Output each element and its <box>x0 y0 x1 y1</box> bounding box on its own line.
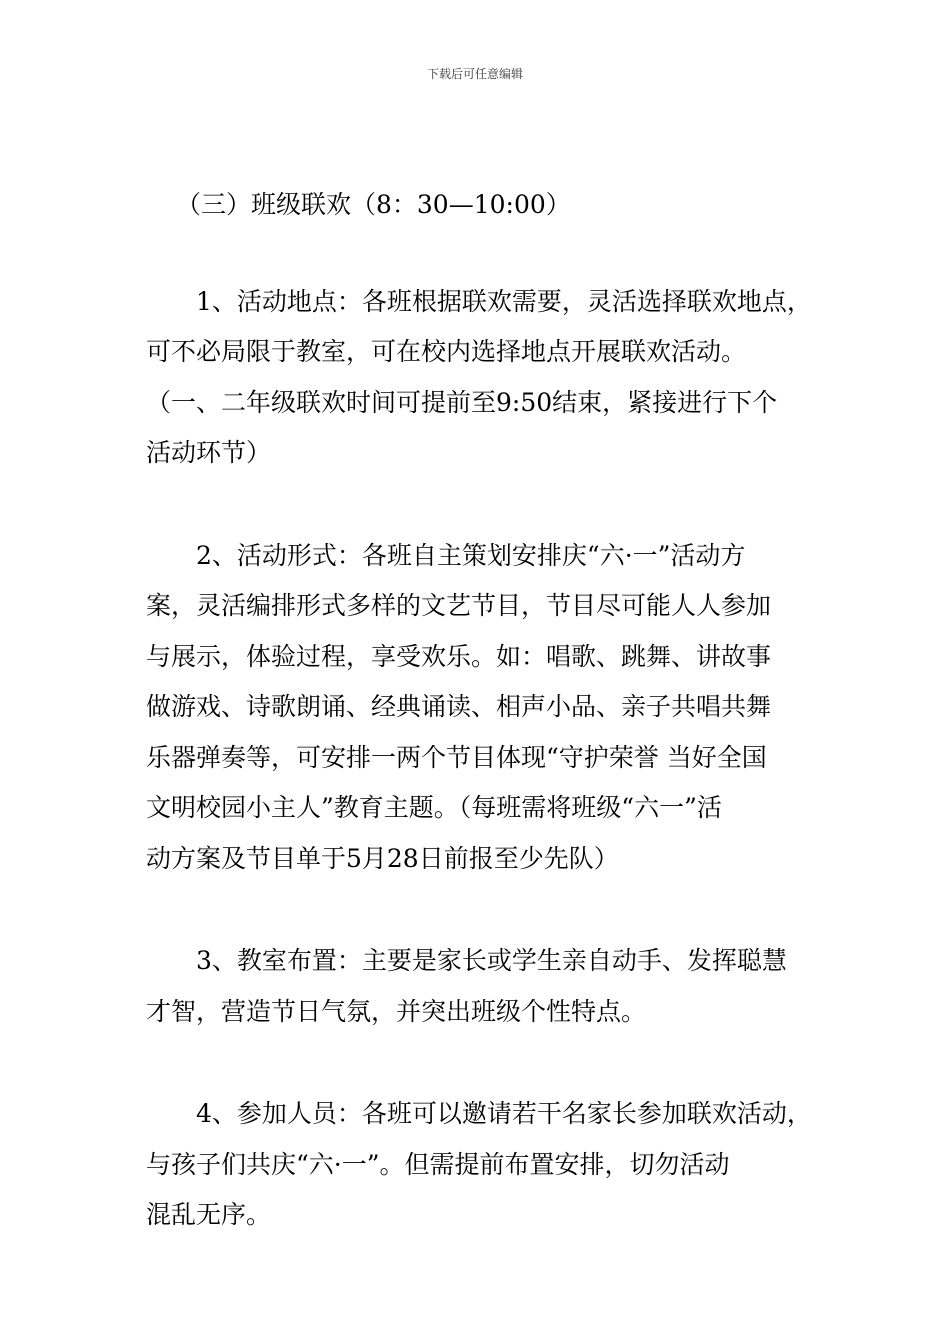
paragraph-location <box>146 277 810 479</box>
paragraph-line: 活动环节） <box>146 438 272 467</box>
paragraph-line: 乐器弹奏等，可安排一两个节目体现“守护荣誉 当好全国 <box>146 742 767 772</box>
paragraph-line: 1、活动地点：各班根据联欢需要，灵活选择联欢地点， <box>196 286 812 316</box>
paragraph-line: 4、参加人员：各班可以邀请若干名家长参加联欢活动， <box>196 1099 812 1128</box>
paragraph-classroom-decoration <box>146 936 810 1037</box>
paragraph-participants <box>146 1089 810 1241</box>
paragraph-line: 与展示，体验过程，享受欢乐。如：唱歌、跳舞、讲故事 <box>146 641 772 671</box>
paragraph-line: 混乱无序。 <box>146 1200 272 1229</box>
section-title: （三）班级联欢（8：30—10:00） <box>176 190 571 219</box>
paragraph-format <box>146 531 810 885</box>
paragraph-line: （一、二年级联欢时间可提前至9:50结束，紧接进行下个 <box>146 387 778 417</box>
paragraph-line: 才智，营造节日气氛，并突出班级个性特点。 <box>146 996 647 1026</box>
document-body <box>146 180 810 1241</box>
paragraph-line: 案，灵活编排形式多样的文艺节目，节目尽可能人人参加 <box>146 591 772 620</box>
paragraph-line: 2、活动形式：各班自主策划安排庆“六·一”活动方 <box>196 540 746 570</box>
paragraph-line: 做游戏、诗歌朗诵、经典诵读、相声小品、亲子共唱共舞 <box>146 692 772 721</box>
paragraph-line: 可不必局限于教室，可在校内选择地点开展联欢活动。 <box>146 337 747 366</box>
paragraph-line: 3、教室布置：主要是家长或学生亲自动手、发挥聪慧 <box>196 946 787 975</box>
page-header: 下载后可任意编辑 <box>426 67 523 81</box>
paragraph-line: 与孩子们共庆“六·一”。但需提前布置安排，切勿活动 <box>146 1149 730 1179</box>
paragraph-line: 动方案及节目单于5月28日前报至少先队） <box>146 843 619 873</box>
paragraph-line: 文明校园小主人”教育主题。（每班需将班级“六一”活 <box>146 793 722 822</box>
